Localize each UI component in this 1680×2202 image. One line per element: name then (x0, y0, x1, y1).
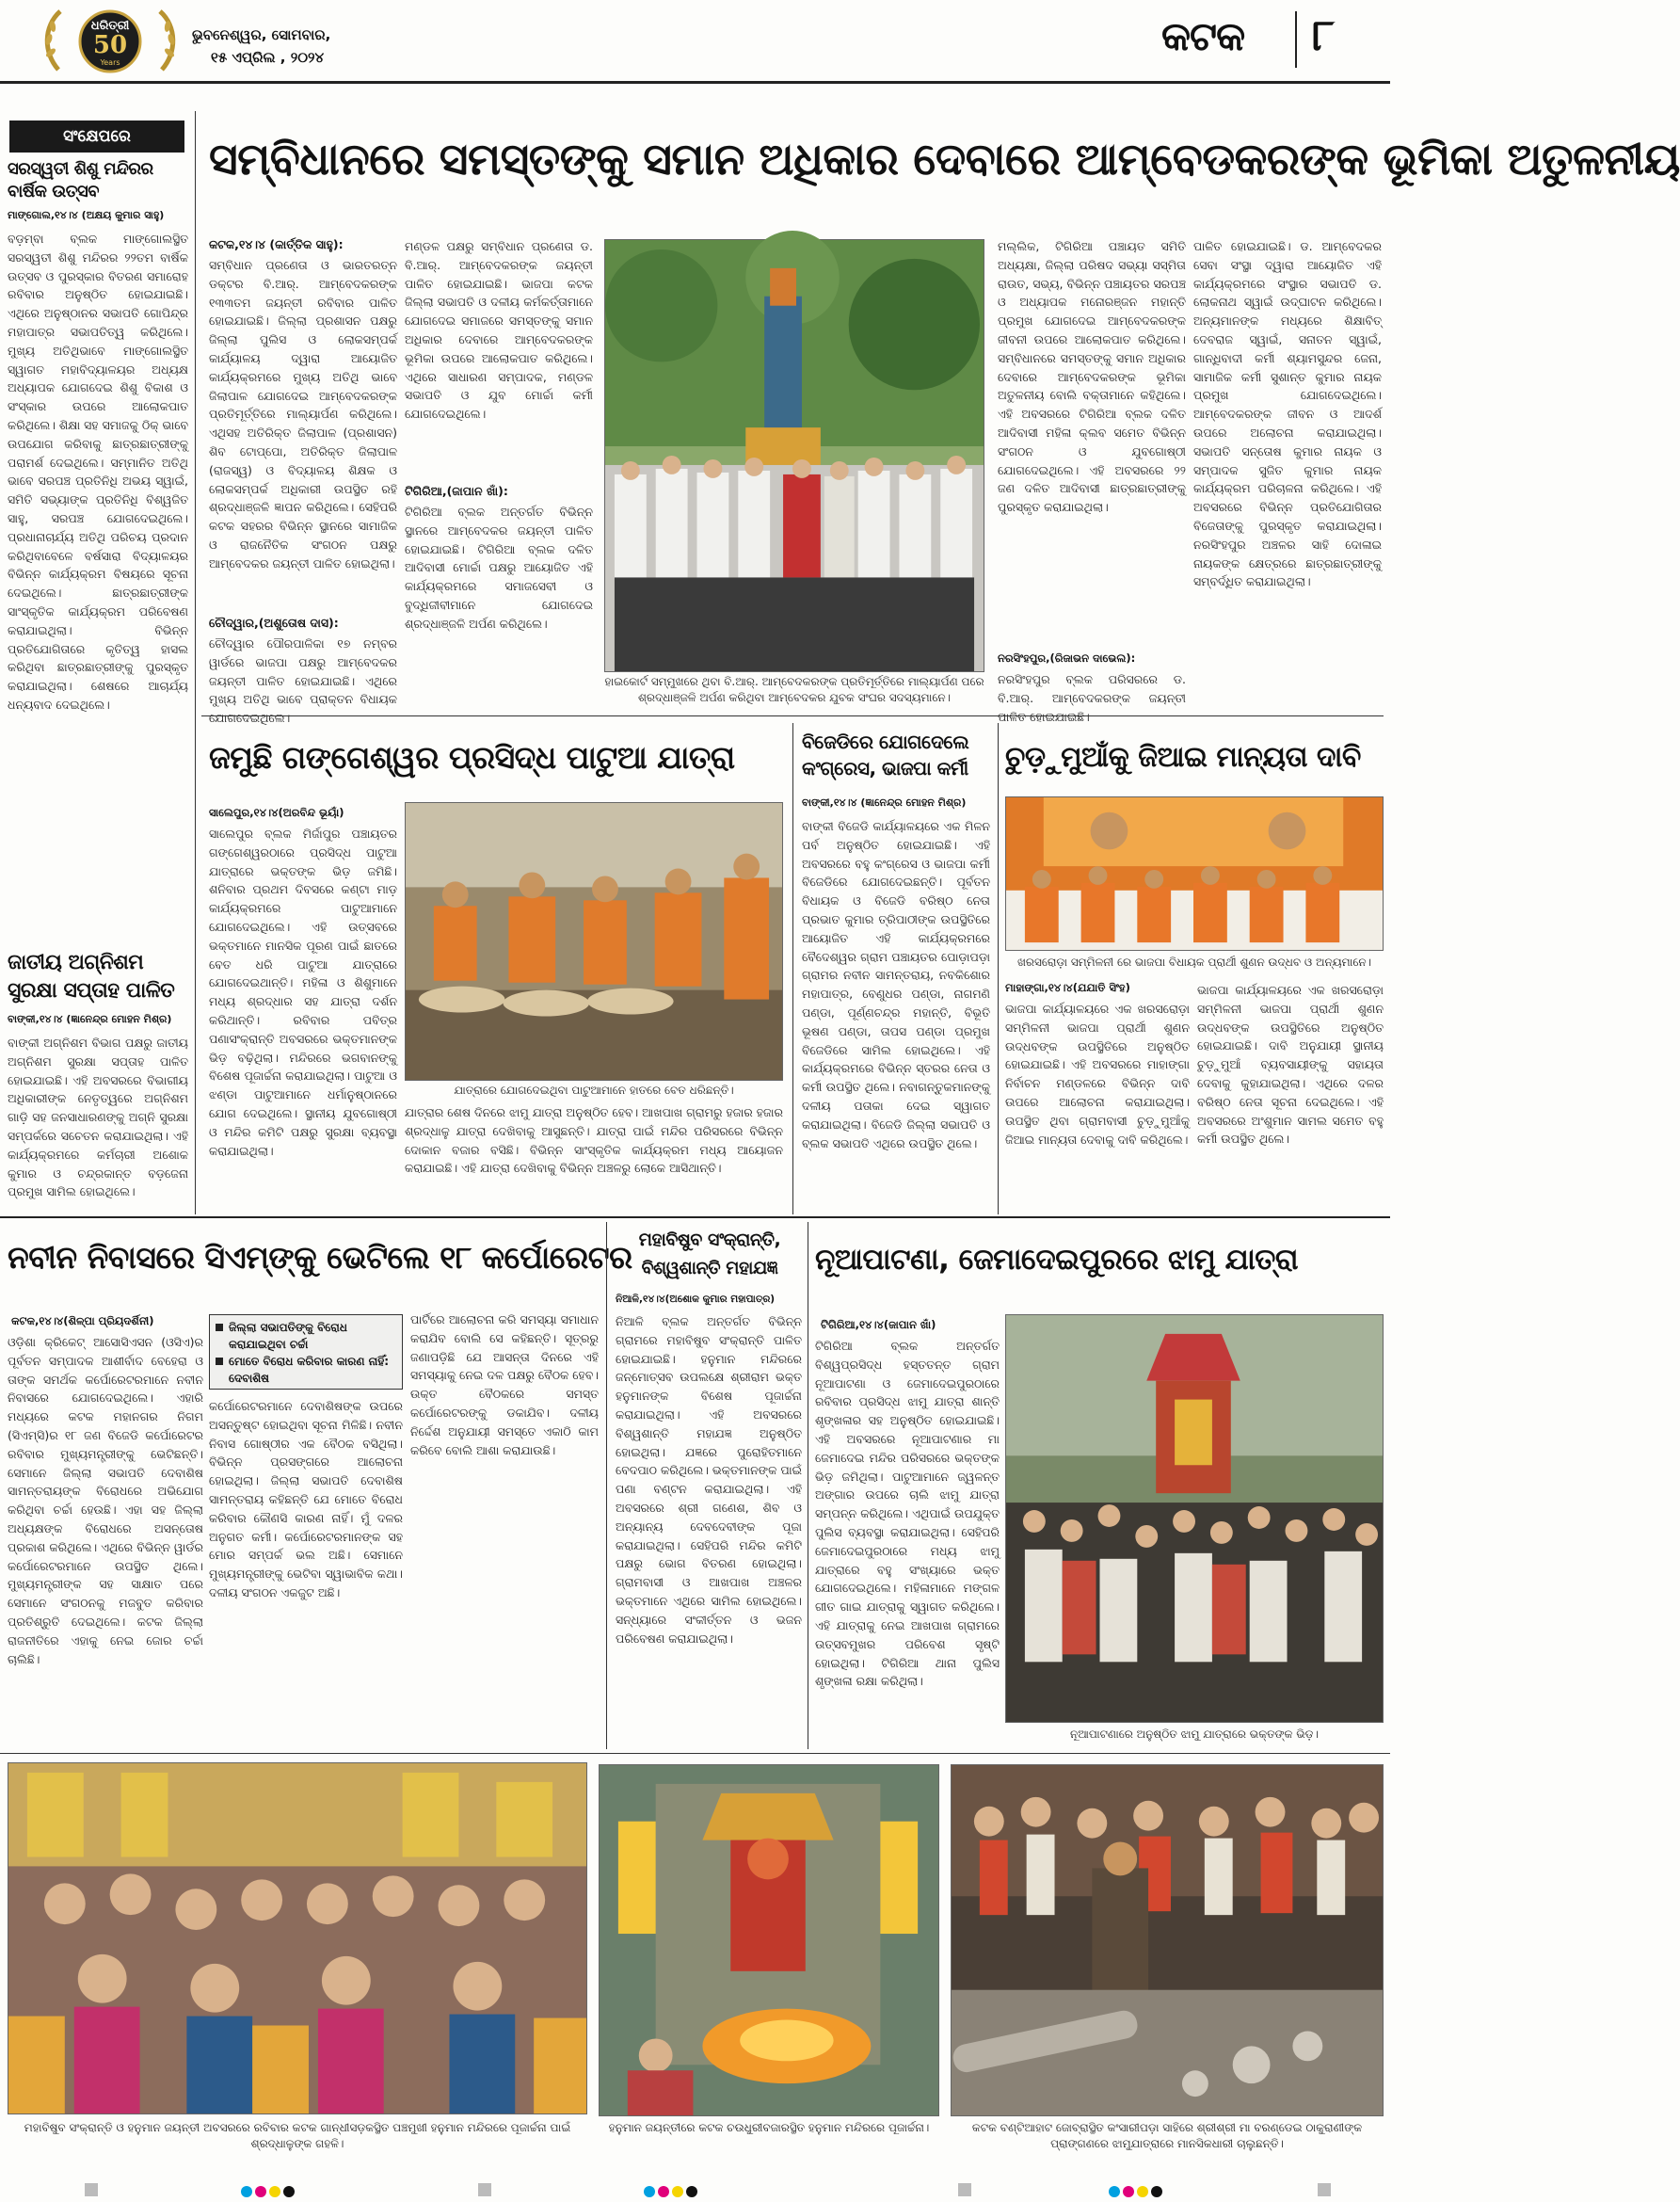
anniversary-logo (40, 6, 181, 75)
lead-dateline: କଟକ,୧୪।୪ (କାର୍ତ୍ତିକ ସାହୁ): (209, 237, 344, 251)
middle-rule (0, 1216, 1390, 1218)
naveen-headline: ନବୀନ ନିବାସରେ ସିଏମ୍‌ଙ୍କୁ ଭେଟିଲେ ୧୮ କର୍ପୋରେଟର (8, 1239, 632, 1276)
masthead-date: ୧୫ ଏପ୍ରିଲ , ୨୦୨୪ (211, 49, 325, 66)
jhamu-dateline: ଟିଗିରିଆ,୧୪।୪(ଜାପାନ ଖାଁ) (821, 1318, 936, 1331)
naveen-col3: ପାର୍ଟିରେ ଆଲୋଚନା କରି ସମସ୍ୟା ସମାଧାନ କରାଯିବ ବୋଲି ସେ କହିଛନ୍ତି। ସୂତ୍ରରୁ ଜଣାପଡ଼ିଛି ଯେ ଆସନ୍ତା ଦିନରେ ଏହି ସମସ୍ୟାକୁ ନେଇ ଦଳ ପକ୍ଷରୁ ବୈଠକ ହେବ। ଉକ୍ତ ବୈଠକରେ ସମସ୍ତ କର୍ପୋରେଟରଙ୍କୁ ଡକାଯିବ। ଦଳୀୟ ନିର୍ଦ୍ଦେଶ ଅନୁଯାୟୀ ସମସ୍ତେ ଏକାଠି କାମ କରିବେ ବୋଲି ଆଶା କରାଯାଉଛି। (410, 1312, 599, 1457)
congress-headline: ବିଜେଡିରେ ଯୋଗଦେଲେ କଂଗ୍ରେସ, ଭାଜପା କର୍ମୀ (802, 731, 969, 780)
mahanga-col2: ଭାଜପା କାର୍ଯ୍ୟାଳୟରେ ଏକ ଖରସରୋଡ଼ା ସମ୍ମିଳନୀ ଭାଜପା ପ୍ରାର୍ଥୀ ଶୁଣନ ଉଦ୍‌ଧବଙ୍କ ଉପସ୍ଥିତିରେ ଅନୁଷ୍ଠିତ ହୋଇଯାଇଛି। ଦାବି ଅନୁଯାୟୀ ସ୍ଥାନୀୟ ଚୁଡ଼ୁମୁଆଁ ବ୍ୟବସାୟୀଙ୍କୁ ସହାୟତା ଦେବାକୁ କୁହାଯାଇଥିଲା। ଏଥିରେ ଦଳର ବରିଷ୍ଠ ନେତା ସୂଚନା ଦେଇଥିଲେ। ଏହି ଅବସରରେ ଅଂଶୁମାନ ସାମଲ ସମେତ ବହୁ କର୍ମୀ ଉପସ୍ଥିତ ଥିଲେ। (1197, 983, 1384, 1147)
lead-dateline-tigiria: ଟିଗିରିଆ,(ଜାପାନ ଖାଁ): (405, 484, 508, 498)
color-dots-1 (241, 2183, 297, 2201)
brief2-body: ବାଙ୍କୀ ଅଗ୍ନିଶମ ବିଭାଗ ପକ୍ଷରୁ ଜାତୀୟ ଅଗ୍ନିଶମ ସୁରକ୍ଷା ସପ୍ତାହ ପାଳିତ ହୋଇଯାଇଛି। ଏହି ଅବସରରେ ବିଭାଗୀୟ ଅଧିକାରୀଙ୍କ ନେତୃତ୍ୱରେ ଅଗ୍ନିଶମ ଗାଡ଼ି ସହ ଜନସାଧାରଣଙ୍କୁ ଅଗ୍ନି ସୁରକ୍ଷା ସମ୍ପର୍କରେ ସଚେତନ କରାଯାଇଥିଲା। ଏହି କାର୍ଯ୍ୟକ୍ରମରେ କର୍ମଚାରୀ ଅଶୋକ କୁମାର ଓ ଚନ୍ଦ୍ରକାନ୍ତ ବଡ଼ଜେନା ପ୍ରମୁଖ ସାମିଲ ହୋଇଥିଲେ। (8, 1036, 188, 1199)
mahanga-dateline: ମାହାଙ୍ଗା,୧୪।୪(ଯଯାତି ସିଂହ) (1005, 981, 1130, 994)
lead-col2: ମଣ୍ଡଳ ପକ୍ଷରୁ ସମ୍ବିଧାନ ପ୍ରଣେତା ଡ. ବି.ଆର୍. ଆମ୍ବେଦକରଙ୍କ ଜୟନ୍ତୀ ପାଳିତ ହୋଇଯାଇଛି। ଭାଜପା କଟକ ଜିଲ୍ଲା ସଭାପତି ଓ ଦଳୀୟ କର୍ମକର୍ତ୍ତାମାନେ ଯୋଗଦେଇ ସମାଜରେ ସମସ୍ତଙ୍କୁ ସମାନ ଅଧିକାର ଦେବାରେ ଆମ୍ବେଦକରଙ୍କ ଭୂମିକା ଉପରେ ଆଲୋକପାତ କରିଥିଲେ। ଏଥିରେ ସାଧାରଣ ସମ୍ପାଦକ, ମଣ୍ଡଳ ସଭାପତି ଓ ଯୁବ ମୋର୍ଚ୍ଚା କର୍ମୀ ଯୋଗଦେଇଥିଲେ। (405, 239, 593, 422)
naveen-col1: ଓଡ଼ିଶା କ୍ରିକେଟ୍ ଆସୋସିଏସନ (ଓସିଏ)ର ପୂର୍ବତନ ସମ୍ପାଦକ ଆଶୀର୍ବାଦ ବେହେରା ଓ ତାଙ୍କ ସମର୍ଥକ କର୍ପୋରେଟରମାନେ ନବୀନ ନିବାସରେ ଯୋଗଦେଇଥିଲେ। ଏହାରି ମଧ୍ୟରେ କଟକ ମହାନଗର ନିଗମ (ସିଏମ୍‌ସି)ର ୧୮ ଜଣ ବିଜେଡି କର୍ପୋରେଟର ରବିବାର ମୁଖ୍ୟମନ୍ତ୍ରୀଙ୍କୁ ଭେଟିଛନ୍ତି। ସେମାନେ ଜିଲ୍ଲା ସଭାପତି ଦେବାଶିଷ ସାମନ୍ତରାୟଙ୍କ ବିରୋଧରେ ଅଭିଯୋଗ କରିଥିବା ଚର୍ଚ୍ଚା ହେଉଛି। ଏହା ସହ ଜିଲ୍ଲା ଅଧ୍ୟକ୍ଷଙ୍କ ବିରୋଧରେ ଅସନ୍ତୋଷ ପ୍ରକାଶ କରିଥିଲେ। ଏଥିରେ ବିଭିନ୍ନ ୱାର୍ଡର କର୍ପୋରେଟରମାନେ ଉପସ୍ଥିତ ଥିଲେ। ମୁଖ୍ୟମନ୍ତ୍ରୀଙ୍କ ସହ ସାକ୍ଷାତ ପରେ ସେମାନେ ସଂଗଠନକୁ ମଜବୁତ କରିବାର ପ୍ରତିଶ୍ରୁତି ଦେଇଥିଲେ। କଟକ ଜିଲ୍ଲା ରାଜନୀତିରେ ଏହାକୁ ନେଇ ଜୋର ଚର୍ଚ୍ଚା ଚାଲିଛି। (8, 1335, 203, 1666)
patua-headline: ଜମୁଛି ଗଙ୍ଗେଶ୍ୱର ପ୍ରସିଦ୍ଧ ପାଟୁଆ ଯାତ୍ରା (209, 739, 735, 776)
bottom-photo-2-hanuman-puja (599, 1764, 939, 2116)
mahavishuba-body: ନିଆଳି ବ୍ଲକ ଅନ୍ତର୍ଗତ ବିଭିନ୍ନ ଗ୍ରାମରେ ମହାବିଷୁବ ସଂକ୍ରାନ୍ତି ପାଳିତ ହୋଇଯାଇଛି। ହନୁମାନ ମନ୍ଦିରରେ ଜନ୍ମୋତ୍ସବ ଉପଲକ୍ଷେ ଶ୍ରୀରାମ ଭକ୍ତ ହନୁମାନଙ୍କ ବିଶେଷ ପୂଜାର୍ଚ୍ଚନା କରାଯାଇଥିଲା। ଏହି ଅବସରରେ ବିଶ୍ୱଶାନ୍ତି ମହାଯଜ୍ଞ ଅନୁଷ୍ଠିତ ହୋଇଥିଲା। ଯଜ୍ଞରେ ପୁରୋହିତମାନେ ବେଦପାଠ କରିଥିଲେ। ଭକ୍ତମାନଙ୍କ ପାଇଁ ପଣା ବଣ୍ଟନ କରାଯାଇଥିଲା। ଏହି ଅବସରରେ ଶ୍ରୀ ଗଣେଶ, ଶିବ ଓ ଅନ୍ୟାନ୍ୟ ଦେବଦେବୀଙ୍କ ପୂଜା କରାଯାଇଥିଲା। ସେହିପରି ମନ୍ଦିର କମିଟି ପକ୍ଷରୁ ଭୋଗ ବିତରଣ ହୋଇଥିଲା। ଗ୍ରାମବାସୀ ଓ ଆଖପାଖ ଅଞ୍ଚଳର ଭକ୍ତମାନେ ଏଥିରେ ସାମିଲ ହୋଇଥିଲେ। ସନ୍ଧ୍ୟାରେ ସଂକୀର୍ତ୍ତନ ଓ ଭଜନ ପରିବେଷଣ କରାଯାଇଥିଲା। (616, 1314, 802, 1646)
patua-col2: ଯାତ୍ରାର ଶେଷ ଦିନରେ ଝାମୁ ଯାତ୍ରା ଅନୁଷ୍ଠିତ ହେବ। ଆଖପାଖ ଗ୍ରାମରୁ ହଜାର ହଜାର ଶ୍ରଦ୍ଧାଳୁ ଯାତ୍ରା ଦେଖିବାକୁ ଆସୁଛନ୍ତି। ଯାତ୍ରା ପାଇଁ ମନ୍ଦିର ପରିସରରେ ବିଭିନ୍ନ ଦୋକାନ ବଜାର ବସିଛି। ବିଭିନ୍ନ ସାଂସ୍କୃତିକ କାର୍ଯ୍ୟକ୍ରମ ମଧ୍ୟ ଆୟୋଜନ କରାଯାଇଛି। ଏହି ଯାତ୍ରା ଦେଖିବାକୁ ବିଭିନ୍ନ ଅଞ୍ଚଳରୁ ଲୋକେ ଆସିଥାନ୍ତି। (405, 1105, 783, 1176)
logo-years: 50 (92, 31, 128, 59)
callout-item-1: ଜିଲ୍ଲା ସଭାପତିଙ୍କୁ ବିରୋଧ କରାଯାଇଥିବା ଚର୍ଚ୍ଚା (216, 1319, 396, 1353)
color-dots-3 (1109, 2183, 1165, 2201)
brief1-headline: ସରସ୍ୱତୀ ଶିଶୁ ମନ୍ଦିରର ବାର୍ଷିକ ଉତ୍ସବ (8, 159, 153, 201)
lead-col3: ମଲ୍ଲିକ, ଟିଗିରିଆ ପଞ୍ଚାୟତ ସମିତି ଅଧ୍ୟକ୍ଷା, ଜିଲ୍ଲା ପରିଷଦ ସଭ୍ୟା ସସ୍ମିତା ରାଉତ, ସଭ୍ୟ, ବିଭିନ୍ନ ପଞ୍ଚାୟତର ସରପଞ୍ଚ ଓ ଅଧ୍ୟାପକ ମନୋରଞ୍ଜନ ମହାନ୍ତି ପ୍ରମୁଖ ଯୋଗଦେଇ ଆମ୍ବେଦକରଙ୍କ ଜୀବନୀ ଉପରେ ଆଲୋକପାତ କରିଥିଲେ। ସମ୍ବିଧାନରେ ସମସ୍ତଙ୍କୁ ସମାନ ଅଧିକାର ଦେବାରେ ଆମ୍ବେଦକରଙ୍କ ଭୂମିକା ଅତୁଳନୀୟ ବୋଲି ବକ୍ତାମାନେ କହିଥିଲେ। ଏହି ଅବସରରେ ଟିଗିରିଆ ବ୍ଲକ ଦଳିତ ଆଦିବାସୀ ମହିଳା କ୍ଲବ ସମେତ ବିଭିନ୍ନ ସଂଗଠନ ଓ ଯୁବଗୋଷ୍ଠୀ ଯୋଗଦେଇଥିଲେ। ଏହି ଅବସରରେ ୨୨ ଜଣ ଦଳିତ ଆଦିବାସୀ ଛାତ୍ରଛାତ୍ରୀଙ୍କୁ ପୁରସ୍କୃତ କରାଯାଇଥିଲା। (998, 239, 1186, 515)
lead-col2b: ଟିଗିରିଆ ବ୍ଲକ ଅନ୍ତର୍ଗତ ବିଭିନ୍ନ ସ୍ଥାନରେ ଆମ୍ବେଦକର ଜୟନ୍ତୀ ପାଳିତ ହୋଇଯାଇଛି। ଟିଗିରିଆ ବ୍ଲକ ଦଳିତ ଆଦିବାସୀ ମୋର୍ଚ୍ଚା ପକ୍ଷରୁ ଆୟୋଜିତ ଏହି କାର୍ଯ୍ୟକ୍ରମରେ ସମାଜସେବୀ ଓ ବୁଦ୍ଧିଜୀବୀମାନେ ଯୋଗଦେଇ ଶ୍ରଦ୍ଧାଞ୍ଜଳି ଅର୍ପଣ କରିଥିଲେ। (405, 505, 593, 631)
color-dots-2 (644, 2183, 700, 2201)
sidebar-divider (195, 111, 196, 1214)
masthead-rule (0, 81, 1390, 84)
jhamu-photo (1005, 1314, 1384, 1723)
bottom-photo-3-jhamu-fire-walk (951, 1764, 1384, 2116)
lead-photo-ambedkar-statue (604, 239, 984, 672)
bottom-photo-3-caption: କଟକ ବଣ୍ଟିଆହାଟ ଜୋବ୍ରାସ୍ଥିତ କଂସାରୀପଡ଼ା ସାହିରେ ଶ୍ରୀଶ୍ରୀ ମା ବରଣ୍ଡେଇ ଠାକୁରାଣୀଙ୍କ ପ୍ରାଙ୍ଗଣରେ ଝାମୁଯାତ୍ରାରେ ମାନସିକଧାରୀ ଚାଲୁଛନ୍ତି। (971, 2121, 1363, 2150)
congress-divider (998, 723, 999, 1214)
bottom-photo-1-caption: ମହାବିଷୁବ ସଂକ୍ରାନ୍ତି ଓ ହନୁମାନ ଜୟନ୍ତୀ ଅବସରରେ ରବିବାର କଟକ ଗାନ୍ଧୀସଡ଼କସ୍ଥିତ ପଞ୍ଚମୁଖୀ ହନୁମାନ ମନ୍ଦିରରେ ପୂଜାର୍ଚ୍ଚନା ପାଇଁ ଶ୍ରଦ୍ଧାଳୁଙ୍କ ଗହଳି। (24, 2121, 571, 2150)
brief2-headline: ଜାତୀୟ ଅଗ୍ନିଶମ ସୁରକ୍ଷା ସପ୍ତାହ ପାଳିତ (8, 951, 175, 1003)
brief1-body: ବଡ଼ମ୍ବା ବ୍ଲକ ମାଙ୍ଗୋଲସ୍ଥିତ ସରସ୍ୱତୀ ଶିଶୁ ମନ୍ଦିରର ୨୨ତମ ବାର୍ଷିକ ଉତ୍ସବ ଓ ପୁରସ୍କାର ବିତରଣ ସମାରୋହ ରବିବାର ଅନୁଷ୍ଠିତ ହୋଇଯାଇଛି। ଏଥିରେ ଅନୁଷ୍ଠାନର ସଭାପତି ଗୋପିନ୍ଦ୍ର ମହାପାତ୍ର ସଭାପତିତ୍ୱ କରିଥିଲେ। ମୁଖ୍ୟ ଅତିଥିଭାବେ ମାଙ୍ଗୋଲସ୍ଥିତ ସ୍ୱାଗତ ମହାବିଦ୍ୟାଳୟର ଅଧ୍ୟକ୍ଷ ଅଧ୍ୟାପକ ଯୋଗଦେଇ ଶିଶୁ ବିକାଶ ଓ ସଂସ୍କାର ଉପରେ ଆଲୋକପାତ କରିଥିଲେ। ଶିକ୍ଷା ସହ ସମାଜକୁ ଠିକ୍ ଭାବେ ଉପଯୋଗ କରିବାକୁ ଛାତ୍ରଛାତ୍ରୀଙ୍କୁ ପରାମର୍ଶ ଦେଇଥିଲେ। ସମ୍ମାନିତ ଅତିଥି ଭାବେ ସରପଞ୍ଚ ପ୍ରତିନିଧି ଅଭୟ ସ୍ୱାଇଁ, ସମିତି ସଭ୍ୟାଙ୍କ ପ୍ରତିନିଧି ବିଶ୍ୱଜିତ ସାହୁ, ସରପଞ୍ଚ ଯୋଗଦେଇଥିଲେ। ପ୍ରଧାନାଚାର୍ଯ୍ୟ ଅତିଥି ପରିଚୟ ପ୍ରଦାନ କରିଥିବାବେଳେ ବର୍ଷସାରା ବିଦ୍ୟାଳୟର ବିଭିନ୍ନ କାର୍ଯ୍ୟକ୍ରମ ବିଷୟରେ ସୂଚନା ଦେଇଥିଲେ। ଛାତ୍ରଛାତ୍ରୀଙ୍କ ସାଂସ୍କୃତିକ କାର୍ଯ୍ୟକ୍ରମ ପରିବେଷଣ କରାଯାଇଥିଲା। ବିଭିନ୍ନ ପ୍ରତିଯୋଗିତାରେ କୃତିତ୍ୱ ହାସଲ କରିଥିବା ଛାତ୍ରଛାତ୍ରୀଙ୍କୁ ପୁରସ୍କୃତ କରାଯାଇଥିଲା। ଶେଷରେ ଆଚାର୍ଯ୍ୟ ଧନ୍ୟବାଦ ଦେଇଥିଲେ। (8, 232, 188, 712)
registration-block-mid1 (478, 2183, 491, 2196)
registration-block-mid2 (958, 2183, 971, 2196)
lead-bottom-rule (201, 715, 1384, 716)
mahavishuba-headline: ମହାବିଷୁବ ସଂକ୍ରାନ୍ତି, ବିଶ୍ୱଶାନ୍ତି ମହାଯଜ୍ଞ (638, 1230, 781, 1278)
lead-headline: ସମ୍ବିଧାନରେ ସମସ୍ତଙ୍କୁ ସମାନ ଅଧିକାର ଦେବାରେ ଆମ୍ବେଡକରଙ୍କ ଭୂମିକା ଅତୁଳନୀୟ (209, 134, 1680, 185)
mahavishuba-dateline: ନିଆଳି,୧୪।୪(ଅଶୋକ କୁମାର ମହାପାତ୍ର) (616, 1294, 776, 1305)
logo-years-label: Years (100, 58, 120, 67)
brief2-dateline: ବାଙ୍କୀ,୧୪।୪ (ଜ୍ଞାନେନ୍ଦ୍ର ମୋହନ ମିଶ୍ର) (8, 1013, 172, 1025)
bottom-photo-2-caption: ହନୁମାନ ଜୟନ୍ତୀରେ କଟକ ଚଉଧୁରୀବଜାରସ୍ଥିତ ହନୁମାନ ମନ୍ଦିରରେ ପୂଜାର୍ଚ୍ଚନା। (608, 2121, 930, 2134)
naveen-dateline: କଟକ,୧୪।୪(ଶିଳ୍ପା ପ୍ରିୟଦର୍ଶିନୀ) (11, 1314, 154, 1327)
registration-block-left (85, 2183, 98, 2196)
lead-dateline-choudwar: ଚୌଦ୍ୱାର,(ଅଶୁତୋଷ ଦାସ): (209, 616, 339, 630)
mahanga-photo (1005, 796, 1384, 951)
mahanga-photo-caption: ଖରସରୋଡ଼ା ସମ୍ମିଳନୀ ରେ ଭାଜପା ବିଧାୟକ ପ୍ରାର୍ଥୀ ଶୁଣନ ଉଦ୍‌ଧବ ଓ ଅନ୍ୟମାନେ। (1016, 956, 1372, 969)
lead-photo-caption: ହାଇକୋର୍ଟ ସମ୍ମୁଖରେ ଥିବା ବି.ଆର୍. ଆମ୍ବେଦକରଙ୍କ ପ୍ରତିମୂର୍ତ୍ତିରେ ମାଲ୍ୟାର୍ପଣ ପରେ ଶ୍ରଦ୍ଧାଞ୍ଜଳି ଅର୍ପଣ କରିଥିବା ଆମ୍ବେଦକର ଯୁବକ ସଂଘର ସଦସ୍ୟମାନେ। (604, 675, 984, 704)
registration-block-right (1318, 2183, 1331, 2196)
page-number: ୮ (1312, 9, 1336, 60)
lead-col3b: ନରସିଂହପୁର ବ୍ଲକ ପରିସରରେ ଡ. ବି.ଆର୍. ଆମ୍ବେଦକରଙ୍କ ଜୟନ୍ତୀ ପାଳିତ ହୋଇଯାଇଛି। (998, 672, 1186, 724)
congress-body: ବାଙ୍କୀ ବିଜେଡି କାର୍ଯ୍ୟାଳୟରେ ଏକ ମିଳନ ପର୍ବ ଅନୁଷ୍ଠିତ ହୋଇଯାଇଛି। ଏହି ଅବସରରେ ବହୁ କଂଗ୍ରେସ ଓ ଭାଜପା କର୍ମୀ ବିଜେଡିରେ ଯୋଗଦେଇଛନ୍ତି। ପୂର୍ବତନ ବିଧାୟକ ଓ ବିଜେଡି ବରିଷ୍ଠ ନେତା ପ୍ରଭାତ କୁମାର ତ୍ରିପାଠୀଙ୍କ ଉପସ୍ଥିତିରେ ଆୟୋଜିତ ଏହି କାର୍ଯ୍ୟକ୍ରମରେ ବୈଦେଶ୍ୱର ଗ୍ରାମ ପଞ୍ଚାୟତର ପୋଡ଼ାପଡ଼ା ଗ୍ରାମର ନବୀନ ସାମନ୍ତରାୟ, ନବକିଶୋର ମହାପାତ୍ର, ବେଣୁଧର ପଣ୍ଡା, ନାଗମଣି ପଣ୍ଡା, ପୂର୍ଣ୍ଣଚନ୍ଦ୍ର ମହାନ୍ତି, ବିଭୂତି ଭୂଷଣ ପଣ୍ଡା, ତାପସ ପଣ୍ଡା ପ୍ରମୁଖ ବିଜେଡିରେ ସାମିଲ ହୋଇଥିଲେ। ଏହି କାର୍ଯ୍ୟକ୍ରମରେ ବିଭିନ୍ନ ସ୍ତରର ନେତା ଓ କର୍ମୀ ଉପସ୍ଥିତ ଥିଲେ। ନବାଗନ୍ତୁକମାନଙ୍କୁ ଦଳୀୟ ପତାକା ଦେଇ ସ୍ୱାଗତ କରାଯାଇଥିଲା। ବିଜେଡି ଜିଲ୍ଲା ସଭାପତି ଓ ବ୍ଲକ ସଭାପତି ଏଥିରେ ଉପସ୍ଥିତ ଥିଲେ। (802, 819, 990, 1150)
mahanga-col1: ଭାଜପା କାର୍ଯ୍ୟାଳୟରେ ଏକ ଖରସରୋଡ଼ା ସମ୍ମିଳନୀ ଭାଜପା ପ୍ରାର୍ଥୀ ଶୁଣନ ଉଦ୍‌ଧବଙ୍କ ଉପସ୍ଥିତିରେ ଅନୁଷ୍ଠିତ ହୋଇଯାଇଛି। ଏହି ଅବସରରେ ମାହାଙ୍ଗା ନିର୍ବାଚନ ମଣ୍ଡଳରେ ବିଭିନ୍ନ ଦାବି ଉପରେ ଆଲୋଚନା କରାଯାଇଥିଲା। ଉପସ୍ଥିତ ଥିବା ଗ୍ରାମବାସୀ ଚୁଡ଼ୁମୁଆଁକୁ ଜିଆଇ ମାନ୍ୟତା ଦେବାକୁ ଦାବି କରିଥିଲେ। (1005, 1002, 1190, 1147)
briefs-badge: ସଂକ୍ଷେପରେ (9, 121, 184, 153)
masthead-place-day: ଭୁବନେଶ୍ୱର, ସୋମବାର, (192, 26, 331, 43)
mahanga-headline: ଚୁଡ଼ୁମୁଆଁକୁ ଜିଆଇ ମାନ୍ୟତା ଦାବି (1005, 741, 1361, 774)
jhamu-photo-caption: ନୂଆପାଟଣାରେ ଅନୁଷ୍ଠିତ ଝାମୁ ଯାତ୍ରାରେ ଭକ୍ତଙ୍କ ଭିଡ଼। (1070, 1728, 1319, 1741)
masthead (0, 0, 1390, 83)
patua-col1: ସାଲେପୁର ବ୍ଲକ ମିର୍ଜାପୁର ପଞ୍ଚାୟତର ଗଙ୍ଗେଶ୍ୱରଠାରେ ପ୍ରସିଦ୍ଧ ପାଟୁଆ ଯାତ୍ରାରେ ଭକ୍ତଙ୍କ ଭିଡ଼ ଜମିଛି। ଶନିବାର ପ୍ରଥମ ଦିବସରେ କଣ୍ଟା ମାଡ଼ କାର୍ଯ୍ୟକ୍ରମରେ ପାଟୁଆମାନେ ଯୋଗଦେଇଥିଲେ। ଏହି ଉତ୍ସବରେ ଭକ୍ତମାନେ ମାନସିକ ପୂରଣ ପାଇଁ ଛାତରେ ବେତ ଧରି ପାଟୁଆ ଯାତ୍ରାରେ ଯୋଗଦେଇଥାନ୍ତି। ମହିଳା ଓ ଶିଶୁମାନେ ମଧ୍ୟ ଶ୍ରଦ୍ଧାର ସହ ଯାତ୍ରା ଦର୍ଶନ କରିଥାନ୍ତି। ରବିବାର ପବିତ୍ର ପଣାସଂକ୍ରାନ୍ତି ଅବସରରେ ଭକ୍ତମାନଙ୍କ ଭିଡ଼ ବଢ଼ିଥିଲା। ମନ୍ଦିରରେ ଭଗବାନଙ୍କୁ ବିଶେଷ ପୂଜାର୍ଚ୍ଚନା କରାଯାଇଥିଲା। ପାଟୁଆ ଓ ଝଣ୍ଡା ପାଟୁଆମାନେ ଧର୍ମାନୁଷ୍ଠାନରେ ଯୋଗ ଦେଇଥିଲେ। ସ୍ଥାନୀୟ ଯୁବଗୋଷ୍ଠୀ ଓ ମନ୍ଦିର କମିଟି ପକ୍ଷରୁ ସୁରକ୍ଷା ବ୍ୟବସ୍ଥା କରାଯାଇଥିଲା। (209, 827, 397, 1158)
naveen-divider (606, 1222, 607, 1749)
lead-col1b: ଚୌଦ୍ୱାର ପୌରପାଳିକା ୧୭ ନମ୍ବର ୱାର୍ଡରେ ଭାଜପା ପକ୍ଷରୁ ଆମ୍ବେଦକର ଜୟନ୍ତୀ ପାଳିତ ହୋଇଯାଇଛି। ଏଥିରେ ମୁଖ୍ୟ ଅତିଥି ଭାବେ ପ୍ରାକ୍ତନ ବିଧାୟକ ଯୋଗଦେଇଥିଲେ। (209, 636, 397, 726)
masthead-divider (1295, 11, 1297, 68)
lead-col4: ପାଳିତ ହୋଇଯାଇଛି। ଡ. ଆମ୍ବେଦକର ସେବା ସଂସ୍ଥା ଦ୍ୱାରା ଆୟୋଜିତ ଏହି କାର୍ଯ୍ୟକ୍ରମରେ ସଂସ୍ଥାର ସଭାପତି ଡ. ଲୋକନାଥ ସ୍ୱାଇଁ ଉଦ୍‌ଘାଟନ କରିଥିଲେ। ଅନ୍ୟମାନଙ୍କ ମଧ୍ୟରେ ଶିକ୍ଷାବିତ୍ ଦେବରାଜ ସ୍ୱାଇଁ, ସନାତନ ସ୍ୱାଇଁ, ଗାନ୍ଧିବାଦୀ କର୍ମୀ ଶ୍ୟାମସୁନ୍ଦର ଜେନା, ସାମାଜିକ କର୍ମୀ ସୁଶାନ୍ତ କୁମାର ନାୟକ ପ୍ରମୁଖ ଯୋଗଦେଇଥିଲେ। ଆମ୍ବେଦକରଙ୍କ ଜୀବନ ଓ ଆଦର୍ଶ ଉପରେ ଅଲୋଚନା କରାଯାଇଥିଲା। ସଭାପତି ସନ୍ତୋଷ କୁମାର ନାୟକ ଓ ସମ୍ପାଦକ ସୁଜିତ କୁମାର ନାୟକ କାର୍ଯ୍ୟକ୍ରମ ପରିଚାଳନା କରିଥିଲେ। ଏହି ଅବସରରେ ବିଭିନ୍ନ ପ୍ରତିଯୋଗିତାର ବିଜେତାଙ୍କୁ ପୁରସ୍କୃତ କରାଯାଇଥିଲା। ନରସିଂହପୁର ଅଞ୍ଚଳର ସାହି ଦୋଳାଇ ନାୟକଙ୍କ କ୍ଷେତ୍ରରେ ଛାତ୍ରଛାତ୍ରୀଙ୍କୁ ସମ୍ବର୍ଦ୍ଧିତ କରାଯାଇଥିଲା। (1193, 239, 1382, 589)
logo-text: ଧରିତ୍ରୀ (90, 19, 130, 33)
lead-dateline-narasinghpur: ନରସିଂହପୁର,(ରିଜାଭନ ଦାଭେଲ): (998, 651, 1136, 665)
naveen-col2: କର୍ପୋରେଟରମାନେ ଦେବାଶିଷଙ୍କ ଉପରେ ଅସନ୍ତୁଷ୍ଟ ହୋଇଥିବା ସୂଚନା ମିଳିଛି। ନବୀନ ନିବାସ ଗୋଷ୍ଠୀର ଏକ ବୈଠକ ବସିଥିଲା। ବିଭିନ୍ନ ପ୍ରସଙ୍ଗରେ ଆଲୋଚନା ହୋଇଥିଲା। ଜିଲ୍ଲା ସଭାପତି ଦେବାଶିଷ ସାମନ୍ତରାୟ କହିଛନ୍ତି ଯେ ମୋତେ ବିରୋଧ କରିବାର କୌଣସି କାରଣ ନାହିଁ। ମୁଁ ଦଳର ଅନୁଗତ କର୍ମୀ। କର୍ପୋରେଟରମାନଙ୍କ ସହ ମୋର ସମ୍ପର୍କ ଭଲ ଅଛି। ସେମାନେ ମୁଖ୍ୟମନ୍ତ୍ରୀଙ୍କୁ ଭେଟିବା ସ୍ୱାଭାବିକ କଥା। ଦଳୀୟ ସଂଗଠନ ଏକଜୁଟ ଅଛି। (209, 1399, 403, 1599)
jhamu-body: ଟିଗିରିଆ ବ୍ଲକ ଅନ୍ତର୍ଗତ ବିଶ୍ୱପ୍ରସିଦ୍ଧ ହସ୍ତତନ୍ତ ଗ୍ରାମ ନୂଆପାଟଣା ଓ ଜେମାଦେଇପୁରଠାରେ ରବିବାର ପ୍ରସିଦ୍ଧ ଝାମୁ ଯାତ୍ରା ଶାନ୍ତି ଶୃଙ୍ଖଳାର ସହ ଅନୁଷ୍ଠିତ ହୋଇଯାଇଛି। ଏହି ଅବସରରେ ନୂଆପାଟଣାର ମା ଜେମାଦେଇ ମନ୍ଦିର ପରିସରରେ ଭକ୍ତଙ୍କ ଭିଡ଼ ଜମିଥିଲା। ପାଟୁଆମାନେ ଜ୍ୱଳନ୍ତ ଅଙ୍ଗାର ଉପରେ ଚାଲି ଝାମୁ ଯାତ୍ରା ସମ୍ପନ୍ନ କରିଥିଲେ। ଏଥିପାଇଁ ଉପଯୁକ୍ତ ପୁଲିସ ବ୍ୟବସ୍ଥା କରାଯାଇଥିଲା। ସେହିପରି ଜେମାଦେଇପୁରଠାରେ ମଧ୍ୟ ଝାମୁ ଯାତ୍ରାରେ ବହୁ ସଂଖ୍ୟାରେ ଭକ୍ତ ଯୋଗଦେଇଥିଲେ। ମହିଳାମାନେ ମଙ୍ଗଳ ଗୀତ ଗାଇ ଯାତ୍ରାକୁ ସ୍ୱାଗତ କରିଥିଲେ। ଏହି ଯାତ୍ରାକୁ ନେଇ ଆଖପାଖ ଗ୍ରାମରେ ଉତ୍ସବମୁଖର ପରିବେଶ ସୃଷ୍ଟି ହୋଇଥିଲା। ଟିଗିରିଆ ଥାନା ପୁଲିସ ଶୃଙ୍ଖଳା ରକ୍ଷା କରିଥିଲା। (815, 1339, 1000, 1689)
callout-item-2: ମୋତେ ବିରୋଧ କରିବାର କାରଣ ନାହିଁ: ଦେବାଶିଷ (216, 1353, 396, 1387)
patua-photo-caption: ଯାତ୍ରାରେ ଯୋଗଦେଇଥିବା ପାଟୁଆମାନେ ହାତରେ ବେତ ଧରିଛନ୍ତି। (454, 1084, 734, 1097)
patua-divider (792, 723, 793, 1214)
brief1-dateline: ମାଙ୍ଗୋଲ,୧୪।୪ (ଅକ୍ଷୟ କୁମାର ସାହୁ) (8, 209, 165, 221)
lead-col1: ସମ୍ବିଧାନ ପ୍ରଣେତା ଓ ଭାରତରତ୍ନ ଡକ୍ଟର ବି.ଆର୍. ଆମ୍ବେଦକରଙ୍କ ୧୩୩ତମ ଜୟନ୍ତୀ ରବିବାର ପାଳିତ ହୋଇଯାଇଛି। ଜିଲ୍ଲା ପ୍ରଶାସନ ପକ୍ଷରୁ ଜିଲ୍ଲା ପୁଲିସ ଓ ଲୋକସମ୍ପର୍କ କାର୍ଯ୍ୟାଳୟ ଦ୍ୱାରା ଆୟୋଜିତ କାର୍ଯ୍ୟକ୍ରମରେ ମୁଖ୍ୟ ଅତିଥି ଭାବେ ଜିଲାପାଳ ଯୋଗଦେଇ ଆମ୍ବେଦକରଙ୍କ ପ୍ରତିମୂର୍ତ୍ତିରେ ମାଲ୍ୟାର୍ପଣ କରିଥିଲେ। ଏଥିସହ ଅତିରିକ୍ତ ଜିଲାପାଳ (ପ୍ରଶାସନ) ଶିବ ଟୋପ୍ପୋ, ଅତିରିକ୍ତ ଜିଲାପାଳ (ରାଜସ୍ୱ) ଓ ବିଦ୍ୟାଳୟ ଶିକ୍ଷକ ଓ ଲୋକସମ୍ପର୍କ ଅଧିକାରୀ ଉପସ୍ଥିତ ରହି ଶ୍ରଦ୍ଧାଞ୍ଜଳି ଜ୍ଞାପନ କରିଥିଲେ। ସେହିପରି କଟକ ସହରର ବିଭିନ୍ନ ସ୍ଥାନରେ ସାମାଜିକ ଓ ରାଜନୈତିକ ସଂଗଠନ ପକ୍ଷରୁ ଆମ୍ବେଦକର ଜୟନ୍ତୀ ପାଳିତ ହୋଇଥିଲା। (209, 258, 397, 571)
jhamu-headline: ନୂଆପାଟଣା, ଜେମାଦେଇପୁରରେ ଝାମୁ ଯାତ୍ରା (815, 1243, 1299, 1277)
section-name: କଟକ (1161, 13, 1245, 59)
congress-dateline: ବାଙ୍କୀ,୧୪।୪ (ଜ୍ଞାନେନ୍ଦ୍ର ମୋହନ ମିଶ୍ର) (802, 796, 967, 809)
bottom-photo-1-hanuman-temple-crowd (8, 1762, 587, 2114)
patua-photo (405, 802, 783, 1081)
print-registration-marks (0, 2183, 1390, 2194)
patua-dateline: ସାଲେପୁର,୧୪।୪(ଅରବିନ୍ଦ ଭୂୟାଁ) (209, 806, 344, 819)
bottom-section-rule (0, 1753, 1390, 1754)
naveen-callout-box (209, 1314, 403, 1390)
